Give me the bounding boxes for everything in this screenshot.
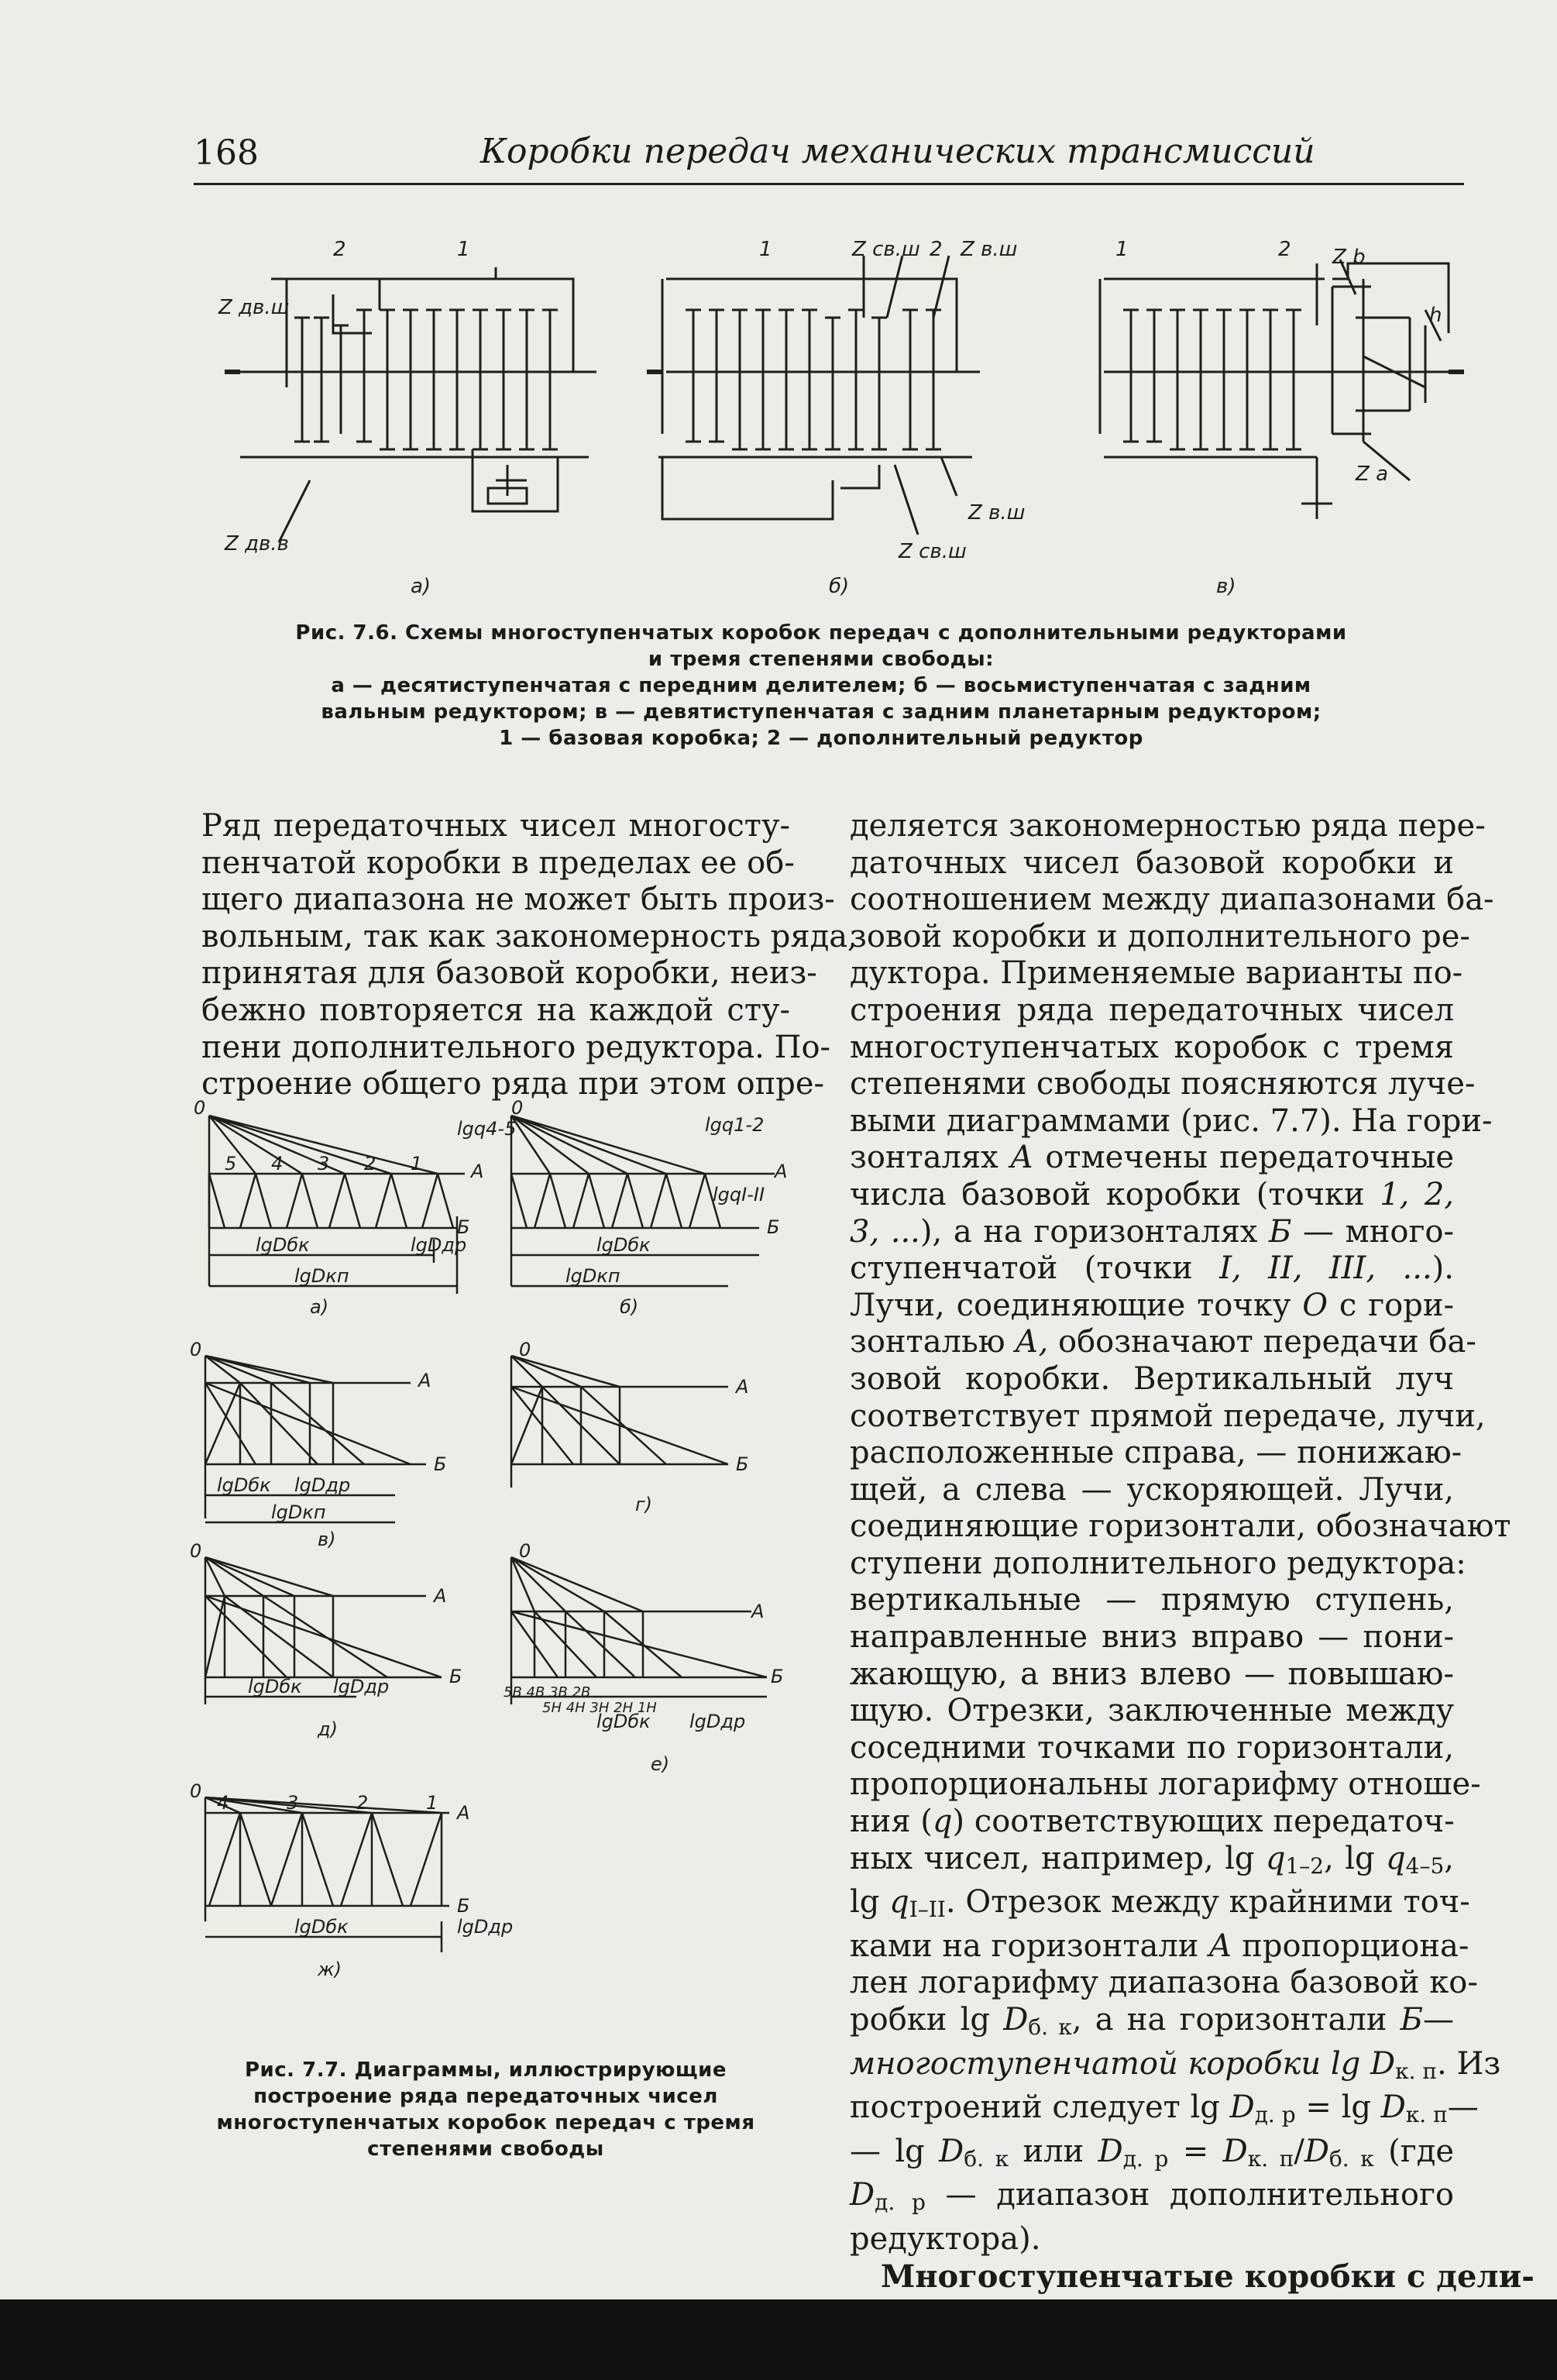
right-line: расположенные справа, — понижаю- [850, 1435, 1462, 1471]
right-line [850, 2134, 1454, 2178]
right-line [850, 1250, 1454, 1288]
t: D [1370, 2045, 1396, 2082]
fig76-zsvsh: Z св.ш [852, 238, 920, 261]
right-line: направленные вниз вправо — пони- [850, 1619, 1454, 1656]
fig76-zvsh2: Z в.ш [968, 501, 1026, 524]
t: 4–5 [1405, 1852, 1445, 1879]
right-line: зовой коробки и дополнительного ре- [850, 918, 1470, 954]
fig77-b-lgq45: lgq4-5 [457, 1118, 517, 1140]
right-line: пропорциональны логарифму отноше- [850, 1766, 1481, 1803]
t: ступенчатой (точки [850, 1250, 1220, 1287]
fig77-e-O: 0 [519, 1540, 531, 1562]
right-line: жающую, а вниз влево — повышаю- [850, 1656, 1454, 1692]
diagram-e [511, 1557, 767, 1704]
fig77-e-B: Б [771, 1666, 784, 1687]
fig77-d-lgDdp: lgDдр [333, 1676, 390, 1697]
fig76-caption-title2: и тремя степенями свободы: [648, 648, 995, 671]
fig76-zdvv: Z дв.в [225, 532, 289, 555]
t: А [1009, 1140, 1034, 1176]
fig77-b-lgq12: lgq1-2 [705, 1114, 765, 1136]
header-rule [194, 183, 1464, 185]
t: ). [1432, 1250, 1454, 1287]
scheme-b [647, 256, 980, 535]
right-line: выми диаграммами (рис. 7.7). На гори- [850, 1102, 1493, 1139]
fig77-a-O: 0 [194, 1100, 206, 1119]
fig77-zh-1: 1 [426, 1792, 438, 1814]
right-line [850, 1324, 1476, 1361]
t: D [1229, 2089, 1255, 2126]
fig77-sub-a: а) [310, 1296, 329, 1318]
fig77-caption-l4: степенями свободы [367, 2138, 604, 2161]
t: . Из [1437, 2045, 1501, 2082]
fig77-v-lgDdp: lgDдр [294, 1474, 351, 1496]
t: или [1009, 2133, 1098, 2169]
t: д. р [1122, 2145, 1169, 2172]
t: D [1222, 2133, 1248, 2169]
fig77-v-A: А [418, 1370, 431, 1391]
diagram-d [205, 1557, 442, 1704]
fig77-g-A: А [736, 1376, 749, 1398]
t: D [1380, 2089, 1406, 2126]
t: Б [1400, 2002, 1423, 2038]
page-number: 168 [194, 133, 259, 173]
t: зонталях [850, 1140, 1010, 1176]
right-line [850, 2089, 1479, 2134]
fig77-zh-4: 4 [217, 1792, 229, 1814]
left-line: пенчатой коробки в пределах ее об- [201, 844, 795, 881]
t: D [1003, 2002, 1029, 2038]
fig77-v-B: Б [434, 1453, 447, 1475]
fig77-a-A: А [471, 1161, 484, 1182]
right-line: вертикальные — прямую ступень, [850, 1582, 1454, 1618]
left-line: Ряд передаточных чисел многосту- [201, 808, 790, 844]
right-line [850, 1804, 1454, 1841]
fig76-sub-b: б) [829, 575, 850, 598]
t: I–II [909, 1897, 946, 1923]
t: q [1386, 1840, 1406, 1876]
t: Б [1269, 1213, 1292, 1250]
t: отмечены передаточные [1033, 1140, 1455, 1176]
right-line: зовой коробки. Вертикальный луч [850, 1360, 1454, 1397]
t: , [1444, 1840, 1454, 1876]
fig77-caption-l3: многоступенчатых коробок передач с тремя [216, 2111, 755, 2134]
fig76-h: h [1429, 304, 1442, 327]
right-line: щую. Отрезки, заключенные между [850, 1693, 1454, 1729]
t: числа базовой коробки (точки [850, 1176, 1380, 1212]
t: D [939, 2133, 964, 2169]
t: = [1168, 2133, 1223, 2169]
fig76-caption-l2: вальным редуктором; в — девятиступенчатая с задним планетарным редуктором; [321, 700, 1322, 724]
fig77-d-lgDbk: lgDбк [248, 1676, 302, 1697]
t: к. п [1395, 2058, 1438, 2084]
t: пропорциона- [1232, 1928, 1469, 1964]
t: q [932, 1804, 953, 1840]
t: 1, 2, [1380, 1176, 1454, 1212]
right-line [850, 2045, 1501, 2090]
fig76-zb: Z b [1332, 246, 1366, 269]
fig77-d-B: Б [449, 1666, 462, 1687]
t: зонталью [850, 1324, 1016, 1360]
fig77-v-lgDbk: lgDбк [217, 1474, 271, 1496]
t: ) соответствующих передаточ- [952, 1804, 1455, 1840]
right-line [850, 2258, 1535, 2296]
fig77-b-lgDbk: lgDбк [596, 1234, 651, 1256]
t: — lg [850, 2133, 940, 2169]
fig77-b-lgqI-II: lgqI-II [713, 1184, 765, 1205]
fig77-sub-g: г) [635, 1494, 652, 1515]
t: Лучи, соединяющие точку [850, 1287, 1303, 1323]
fig77-zh-lgDbk: lgDбк [294, 1916, 349, 1938]
right-line [850, 1140, 1454, 1177]
fig77-a-5: 5 [225, 1153, 237, 1175]
fig76-label-1b: 1 [759, 238, 772, 261]
fig76-zdvsh: Z дв.ш [218, 296, 290, 319]
t: ных чисел, например, lg [850, 1840, 1266, 1876]
fig77-a-2: 2 [364, 1153, 376, 1175]
right-line: соответствует прямой передаче, лучи, [850, 1398, 1486, 1434]
fig77-b-O: 0 [511, 1100, 524, 1119]
fig76-label-1: 1 [457, 238, 470, 261]
right-line: многоступенчатых коробок с тремя [850, 1029, 1454, 1065]
t: D [850, 2177, 875, 2213]
t: робки lg [850, 2002, 1004, 2038]
fig77-e-lgDbk: lgDбк [596, 1711, 651, 1732]
right-line [850, 1214, 1454, 1251]
t: / [1294, 2133, 1304, 2169]
t: с гори- [1328, 1287, 1454, 1323]
t: I, II, III, ... [1219, 1250, 1432, 1287]
fig77-a-lgDdp: lgDдр [411, 1234, 467, 1256]
fig77-e-b2: 5Н 4Н 3Н 2Н 1Н [542, 1700, 657, 1716]
right-line: лен логарифму диапазона базовой ко- [850, 1965, 1478, 2001]
t: построений следует lg [850, 2089, 1230, 2126]
fig77-sub-v: в) [318, 1529, 336, 1550]
fig77-a-1: 1 [411, 1153, 423, 1175]
right-line [850, 1841, 1454, 1885]
t: 3, ... [850, 1213, 920, 1250]
right-line: деляется закономерностью ряда пере- [850, 808, 1486, 844]
fig76-zvsh: Z в.ш [961, 238, 1018, 261]
right-line [850, 1177, 1454, 1214]
fig77-v-lgDkp: lgDкп [271, 1501, 326, 1523]
fig77-sub-b: б) [620, 1296, 639, 1318]
fig77-sub-e: е) [651, 1753, 670, 1775]
fig77-zh-O: 0 [190, 1780, 202, 1802]
t: обозначают передачи ба- [1048, 1324, 1476, 1360]
left-line: строение общего ряда при этом опре- [201, 1066, 825, 1102]
t: (где [1373, 2133, 1454, 2169]
fig77-g-B: Б [736, 1453, 749, 1475]
t: . Отрезок между крайними точ- [945, 1884, 1470, 1921]
fig77-zh-lgDdp: lgDдр [457, 1916, 514, 1938]
right-line: щей, а слева — ускоряющей. Лучи, [850, 1471, 1454, 1508]
fig76-label-2: 2 [333, 238, 346, 261]
fig76-zsvsh2: Z св.ш [899, 540, 967, 563]
fig76-caption-l3: 1 — базовая коробка; 2 — дополнительный редуктор [499, 727, 1143, 750]
fig77-a-lgDbk: lgDбк [256, 1234, 310, 1256]
left-line: бежно повторяется на каждой сту- [201, 992, 790, 1028]
right-line: соседними точками по горизонтали, [850, 1729, 1454, 1766]
t: к. п [1247, 2145, 1294, 2172]
fig77-g-O: 0 [519, 1339, 531, 1360]
figure-7-7-diagrams [178, 1100, 798, 2053]
fig77-d-A: А [434, 1585, 447, 1607]
right-line: ступени дополнительного редуктора: [850, 1545, 1466, 1581]
right-line: соотношением между диапазонами ба- [850, 882, 1494, 918]
t: А [1208, 1928, 1232, 1964]
right-line: степенями свободы поясняются луче- [850, 1066, 1476, 1102]
fig76-sub-v: в) [1216, 575, 1236, 598]
right-line [850, 1884, 1470, 1928]
t: — диапазон дополнительного [925, 2177, 1454, 2213]
right-line [850, 1928, 1469, 1966]
t: — много- [1291, 1213, 1455, 1250]
fig77-a-lgDkp: lgDкп [294, 1265, 349, 1287]
t: q [889, 1884, 909, 1921]
t: ками на горизонтали [850, 1928, 1209, 1964]
t: q [1265, 1840, 1286, 1876]
right-line: строения ряда передаточных чисел [850, 992, 1454, 1028]
left-line: пени дополнительного редуктора. По- [201, 1029, 831, 1065]
right-line: соединяющие горизонтали, обозначают [850, 1508, 1511, 1545]
fig77-b-B: Б [767, 1216, 780, 1238]
right-column-text [850, 808, 1535, 2334]
fig77-b-A: А [775, 1161, 788, 1182]
t: б. к [1028, 2014, 1072, 2040]
t: многоступенчатой коробки lg [850, 2045, 1370, 2082]
left-column-text [201, 808, 858, 1103]
left-line: принятая для базовой коробки, неиз- [201, 955, 817, 992]
t: , lg [1324, 1840, 1387, 1876]
right-line [850, 2177, 1454, 2221]
fig77-zh-A: А [457, 1802, 470, 1824]
t: б. к [1328, 2145, 1374, 2172]
fig77-e-lgDdp: lgDдр [689, 1711, 746, 1732]
fig77-e-A: А [751, 1601, 765, 1622]
fig76-caption-l1: а — десятиступенчатая с передним делителем; б — восьмиступенчатая с задним [331, 674, 1311, 697]
fig77-caption-l2: построение ряда передаточных чисел [253, 2085, 718, 2108]
right-line: даточных чисел базовой коробки и [850, 844, 1454, 881]
fig76-label-2b: 2 [930, 238, 943, 261]
fig77-caption [180, 2057, 792, 2162]
fig76-za: Z a [1356, 463, 1389, 486]
right-line [850, 1288, 1454, 1325]
fig76-caption [178, 620, 1464, 751]
fig77-a-B: Б [457, 1216, 470, 1238]
fig76-label-1c: 1 [1115, 238, 1129, 261]
fig76-sub-a: а) [411, 575, 431, 598]
t: б. к [964, 2145, 1009, 2172]
t: , а на горизонтали [1071, 2002, 1401, 2038]
t: д. р [875, 2189, 926, 2216]
t: = lg [1295, 2089, 1381, 2126]
t: О [1302, 1287, 1328, 1323]
fig77-sub-d: д) [318, 1718, 338, 1740]
t: Многоступенчатые коробки с дели- [881, 2258, 1535, 2295]
fig77-zh-2: 2 [356, 1792, 369, 1814]
t: к. п [1405, 2102, 1448, 2128]
fig77-caption-l1: Рис. 7.7. Диаграммы, иллюстрирующие [244, 2058, 727, 2082]
left-line: вольным, так как закономерность ряда, [201, 918, 858, 954]
right-line: редуктора). [850, 2220, 1041, 2257]
running-title: Коробки передач механических трансмиссий [480, 132, 1315, 171]
t: D [1304, 2133, 1329, 2169]
fig77-sub-zh: ж) [318, 1959, 342, 1980]
figure-7-6-schemes [217, 232, 1464, 612]
fig77-d-O: 0 [190, 1540, 202, 1562]
right-line: дуктора. Применяемые варианты по- [850, 955, 1463, 992]
diagram-v [205, 1356, 426, 1522]
t: ния ( [850, 1804, 933, 1840]
t: А, [1015, 1324, 1049, 1360]
t: ), а на горизонталях [919, 1213, 1269, 1250]
left-line: щего диапазона не может быть произ- [201, 882, 835, 918]
t: — [1423, 2002, 1454, 2038]
t: — [1447, 2089, 1479, 2126]
scan-edge-shadow [0, 2299, 1557, 2380]
fig77-a-3: 3 [318, 1153, 330, 1175]
fig77-zh-3: 3 [287, 1792, 299, 1814]
right-line [850, 2002, 1454, 2046]
diagram-g [511, 1356, 728, 1488]
t: lg [850, 1884, 890, 1921]
fig76-label-2c: 2 [1278, 238, 1291, 261]
fig77-zh-B: Б [457, 1895, 470, 1917]
fig76-caption-title: Рис. 7.6. Схемы многоступенчатых коробок передач с дополнительными редукторами [295, 621, 1347, 645]
fig77-b-lgDkp: lgDкп [565, 1265, 620, 1287]
fig77-e-b1: 5В 4В 3В 2В [504, 1684, 591, 1701]
fig77-a-4: 4 [271, 1153, 284, 1175]
scheme-v [1100, 260, 1464, 519]
t: 1–2 [1285, 1852, 1325, 1879]
t: д. р [1254, 2102, 1296, 2128]
t: D [1098, 2133, 1123, 2169]
fig77-v-O: 0 [190, 1339, 202, 1360]
